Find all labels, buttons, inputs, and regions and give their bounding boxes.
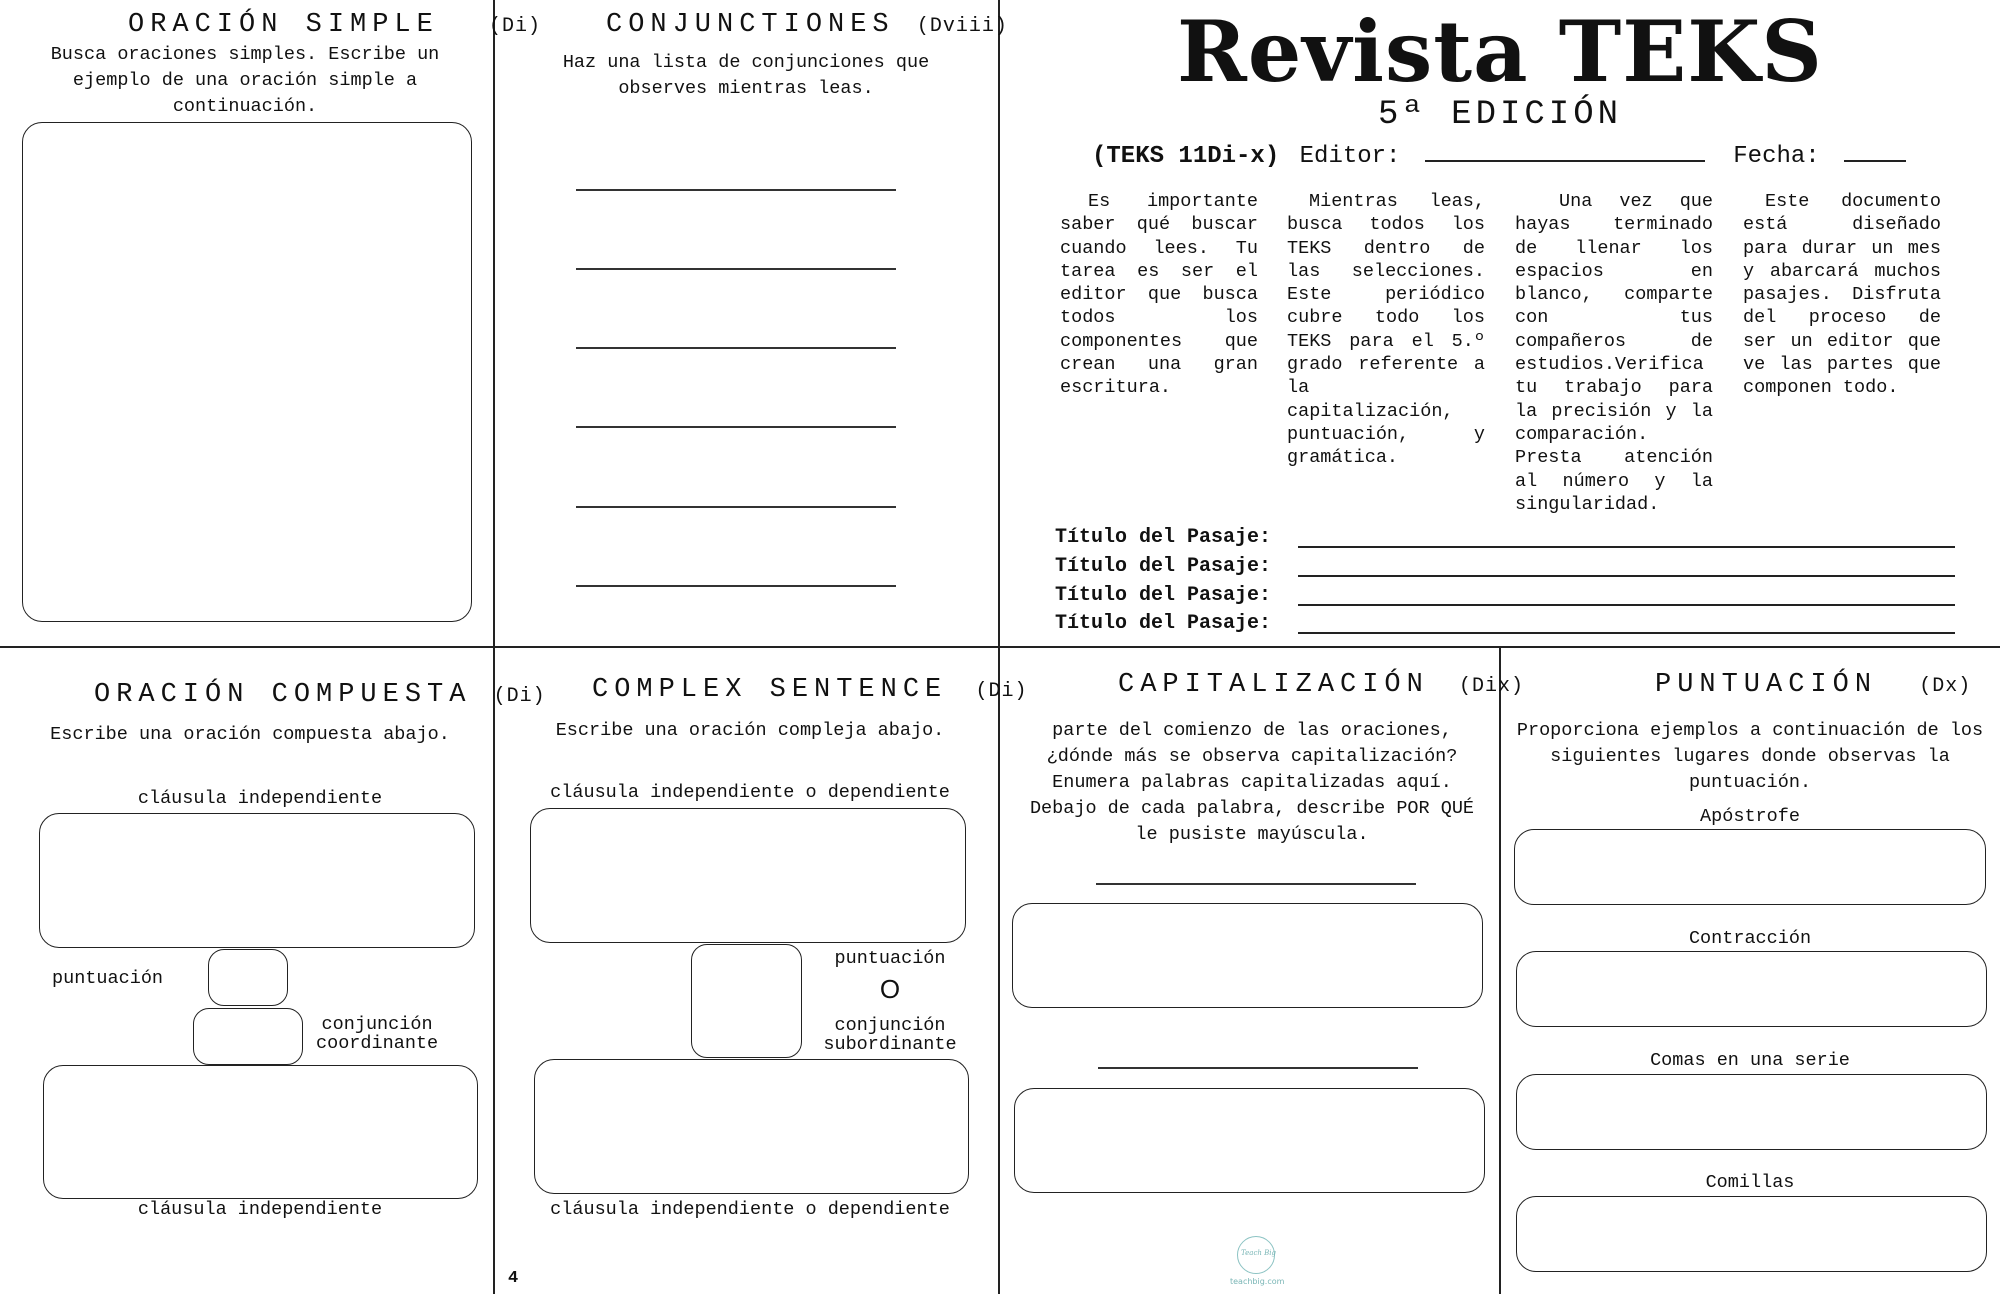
passage-label-3: Título del Pasaje: xyxy=(1055,584,1272,607)
quotation-marks-label: Comillas xyxy=(1705,1172,1795,1193)
teks-code: (Di) xyxy=(489,15,542,38)
editor-field[interactable] xyxy=(1425,142,1705,162)
blank-line-6[interactable] xyxy=(576,585,896,587)
punctuation-box[interactable] xyxy=(208,949,288,1006)
top-clause-label: cláusula independiente o dependiente xyxy=(550,782,950,803)
intro-column-4: Este documento está diseñado para durar un mes y abarcará muchos pasajes. Disfruta del proceso de ser un editor que ve las partes que componen todo. xyxy=(1743,191,1941,399)
blank-line-1[interactable] xyxy=(576,189,896,191)
passage-field-2[interactable] xyxy=(1298,575,1955,577)
title-text: ORACIÓN SIMPLE xyxy=(128,10,439,40)
blank-line-5[interactable] xyxy=(576,506,896,508)
top-clause-box[interactable] xyxy=(39,813,475,948)
passage-field-3[interactable] xyxy=(1298,604,1955,606)
bottom-clause-label: cláusula independiente xyxy=(137,1199,383,1220)
bottom-clause-box[interactable] xyxy=(43,1065,478,1199)
instructions: Escribe una oración compuesta abajo. xyxy=(50,724,450,745)
instructions: Escribe una oración compleja abajo. xyxy=(555,720,945,741)
word-line-1[interactable] xyxy=(1096,883,1416,885)
page-number: 4 xyxy=(508,1269,519,1288)
quotation-marks-box[interactable] xyxy=(1516,1196,1987,1272)
editor-label: Editor: xyxy=(1299,143,1401,170)
punctuation-label: puntuación xyxy=(834,948,946,969)
teks-code: (TEKS 11Di-x) xyxy=(1092,143,1280,170)
top-clause-label: cláusula independiente xyxy=(137,788,383,809)
conjunction-label-line-1: conjunción xyxy=(834,1015,946,1036)
instructions: Busca oraciones simples. Escribe un ejemplo de una oración simple a continuación. xyxy=(50,44,440,117)
title-text: PUNTUACIÓN xyxy=(1655,670,1878,700)
title-text: COMPLEX SENTENCE xyxy=(592,675,948,705)
apostrophe-box[interactable] xyxy=(1514,829,1986,905)
bottom-clause-label: cláusula independiente o dependiente xyxy=(550,1199,950,1220)
horizontal-divider xyxy=(0,646,2000,648)
edition-label: 5ª EDICIÓN xyxy=(1377,96,1623,134)
teks-code: (Dviii) xyxy=(916,15,1008,38)
contraction-label: Contracción xyxy=(1688,928,1812,949)
instructions: parte del comienzo de las oraciones, ¿dónde más se observa capitalización? Enumera palabras capitalizadas aquí. Debajo de cada palabra, describe POR QUÉ le pusiste mayúscula. xyxy=(1029,720,1475,845)
reason-box-2[interactable] xyxy=(1014,1088,1485,1193)
bottom-clause-box[interactable] xyxy=(534,1059,969,1194)
conjunction-label-line-1: conjunción xyxy=(321,1014,433,1035)
intro-column-3: Una vez que hayas terminado de llenar los espacios en blanco, comparte con tus compañeros de estudios.Verifica tu trabajo para la precisión y la comparación. Presta atención al número y la singularidad. xyxy=(1515,191,1713,515)
teks-code: (Dix) xyxy=(1459,675,1525,698)
instructions: Proporciona ejemplos a continuación de los siguientes lugares donde observas la puntuación. xyxy=(1516,720,1984,793)
instructions: Haz una lista de conjunciones que observes mientras leas. xyxy=(562,52,930,99)
conjunction-label-line-2: subordinante xyxy=(823,1034,957,1055)
title-text: CONJUNCTIONES xyxy=(606,10,895,40)
logo-script: Teach Big xyxy=(1241,1249,1276,1257)
conjunction-box[interactable] xyxy=(193,1008,303,1065)
masthead-title: Revista TEKS xyxy=(1177,2,1823,101)
passage-label-2: Título del Pasaje: xyxy=(1055,555,1272,578)
section-title xyxy=(1118,670,1524,700)
conjunction-label xyxy=(316,1015,438,1053)
or-label: O xyxy=(879,974,901,1004)
vertical-divider-2 xyxy=(998,0,1000,1294)
passage-label-4: Título del Pasaje: xyxy=(1055,612,1272,635)
title-text: CAPITALIZACIÓN xyxy=(1118,670,1429,700)
logo-url: teachbig.com xyxy=(1230,1277,1285,1286)
teks-code: (Di) xyxy=(493,685,546,708)
intro-column-2: Mientras leas, busca todos los TEKS dentro de las selecciones. Este periódico cubre todo los TEKS para el 5.º grado referente a la capitalización, puntuación, y gramática. xyxy=(1287,191,1485,469)
punctuation-label: puntuación xyxy=(52,968,164,989)
series-commas-label: Comas en una serie xyxy=(1650,1050,1850,1071)
reason-box-1[interactable] xyxy=(1012,903,1483,1008)
answer-box[interactable] xyxy=(22,122,472,622)
apostrophe-label: Apóstrofe xyxy=(1700,806,1800,827)
passage-field-1[interactable] xyxy=(1298,546,1955,548)
series-commas-box[interactable] xyxy=(1516,1074,1987,1150)
blank-line-4[interactable] xyxy=(576,426,896,428)
date-label: Fecha: xyxy=(1733,143,1820,170)
section-title xyxy=(94,680,546,710)
intro-column-1: Es importante saber qué buscar cuando lees. Tu tarea es ser el editor que busca todos los componentes que crean una gran escritura. xyxy=(1060,191,1258,399)
blank-line-3[interactable] xyxy=(576,347,896,349)
teks-code: (Dx) xyxy=(1919,675,1972,698)
section-title xyxy=(1655,670,1971,700)
conjunction-label xyxy=(815,1016,965,1054)
conjunction-label-line-2: coordinante xyxy=(316,1033,439,1054)
top-clause-box[interactable] xyxy=(530,808,966,943)
date-field[interactable] xyxy=(1844,142,1906,162)
passage-label-1: Título del Pasaje: xyxy=(1055,526,1272,549)
section-title xyxy=(128,10,541,40)
passage-field-4[interactable] xyxy=(1298,632,1955,634)
word-line-2[interactable] xyxy=(1098,1067,1418,1069)
connector-box[interactable] xyxy=(691,944,802,1058)
section-title xyxy=(592,675,1027,705)
vertical-divider-3 xyxy=(1499,646,1501,1294)
vertical-divider-1 xyxy=(493,0,495,1294)
teks-code: (Di) xyxy=(975,680,1028,703)
section-title xyxy=(606,10,1008,40)
editor-row xyxy=(1092,142,1906,170)
title-text: ORACIÓN COMPUESTA xyxy=(94,680,472,710)
contraction-box[interactable] xyxy=(1516,951,1987,1027)
blank-line-2[interactable] xyxy=(576,268,896,270)
